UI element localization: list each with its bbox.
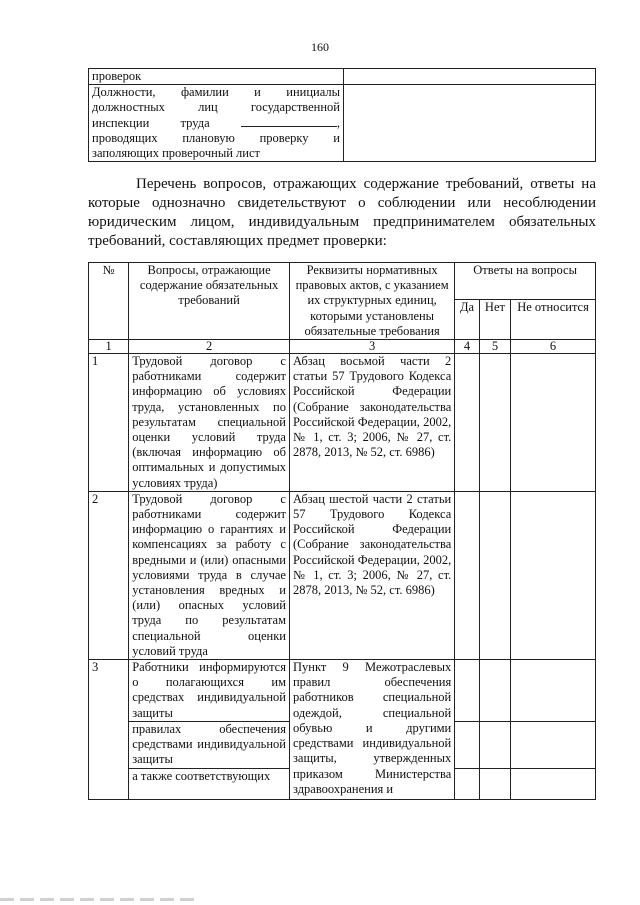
header-na: Не относится [511, 300, 596, 340]
answer-na-cell[interactable] [511, 660, 596, 722]
inspection-value-cell[interactable] [344, 69, 596, 85]
row-requisite: Абзац шестой части 2 статьи 57 Трудового Кодекса Российской Федерации (Собрание законодательства Российской Федерации, 2002, № 1, ст. 3; 2006, № 27, ст. 2878, 2013, № 52, ст. 6986) [289, 491, 454, 659]
answer-no-cell[interactable] [479, 721, 510, 768]
row-number: 2 [89, 491, 129, 659]
table-row [89, 660, 596, 722]
answer-no-cell[interactable] [479, 660, 510, 722]
header-row [89, 263, 596, 300]
answer-na-cell[interactable] [511, 491, 596, 659]
index-cell: 3 [289, 340, 454, 354]
row-number: 1 [89, 354, 129, 492]
header-answers: Ответы на вопросы [455, 263, 596, 300]
header-yes: Да [455, 300, 480, 340]
answer-yes-cell[interactable] [455, 491, 480, 659]
answer-yes-cell[interactable] [455, 660, 480, 722]
row-number: 3 [89, 660, 129, 799]
answer-no-cell[interactable] [479, 768, 510, 799]
answer-yes-cell[interactable] [455, 721, 480, 768]
index-cell: 2 [129, 340, 290, 354]
row-requisite: Пункт 9 Межотраслевых правил обеспечения работников специальной одеждой, специальной обувью и другими средствами индивидуальной защиты, утвержденных приказом Министерства здравоохранения и [289, 660, 454, 799]
header-questions: Вопросы, отражающие содержание обязательных требований [129, 263, 290, 340]
table-row [89, 491, 596, 659]
questions-table [88, 262, 596, 800]
inspectors-value-cell[interactable] [344, 85, 596, 162]
index-cell: 1 [89, 340, 129, 354]
answer-na-cell[interactable] [511, 768, 596, 799]
table-row [89, 85, 596, 162]
answer-na-cell[interactable] [511, 354, 596, 492]
row-question-part: а также соответствующих [129, 768, 290, 799]
header-no: Нет [479, 300, 510, 340]
page-number: 160 [311, 40, 329, 54]
row-question-part: Работники информируются о полагающихся им средствах индивидуальной защиты [129, 660, 290, 722]
answer-yes-cell[interactable] [455, 354, 480, 492]
index-cell: 5 [479, 340, 510, 354]
index-cell: 4 [455, 340, 480, 354]
header-requisites: Реквизиты нормативных правовых актов, с указанием их структурных единиц, которыми установлены обязательные требования [289, 263, 454, 340]
intro-paragraph: Перечень вопросов, отражающих содержание требований, ответы на которые однозначно свидетельствуют о соблюдении или несоблюдении юридическим лицом, индивидуальным предпринимателем обязательных требований, составляющих предмет проверки: [88, 176, 596, 249]
table-row [89, 69, 596, 85]
index-cell: 6 [511, 340, 596, 354]
table-row [89, 354, 596, 492]
row-question-part: правилах обеспечения средствами индивидуальной защиты [129, 721, 290, 768]
index-row [89, 340, 596, 354]
answer-no-cell[interactable] [479, 354, 510, 492]
inspection-label-cell: проверок [89, 69, 344, 85]
scan-artifact [0, 898, 200, 901]
row-requisite: Абзац восьмой части 2 статьи 57 Трудового Кодекса Российской Федерации (Собрание законодательства Российской Федерации, 2002, № 1, ст. 3; 2006, № 27, ст. 2878, 2013, № 52, ст. 6986) [289, 354, 454, 492]
answer-na-cell[interactable] [511, 721, 596, 768]
answer-no-cell[interactable] [479, 491, 510, 659]
row-question: Трудовой договор с работниками содержит информацию о гарантиях и компенсациях за работу с вредными и (или) опасными условиями труда в случае установления вредных и (или) опасных условий труда по результатам специальной оценки условий труда [129, 491, 290, 659]
inspectors-label-cell [89, 85, 344, 162]
row-question: Трудовой договор с работниками содержит информацию об условиях труда, установленных по результатам специальной оценки условий труда (включая информацию об оптимальных и допустимых условиях труда) [129, 354, 290, 492]
inspectors-label-text-cont: , проводящих плановую проверку и заполяющих проверочный лист [92, 116, 340, 160]
inspection-info-table [88, 68, 596, 162]
header-num: № [89, 263, 129, 340]
blank-fill-line [241, 115, 337, 127]
inspectors-label-text: Должности, фамилии и инициалы должностных лиц государственной инспекции труда [92, 85, 340, 130]
answer-yes-cell[interactable] [455, 768, 480, 799]
